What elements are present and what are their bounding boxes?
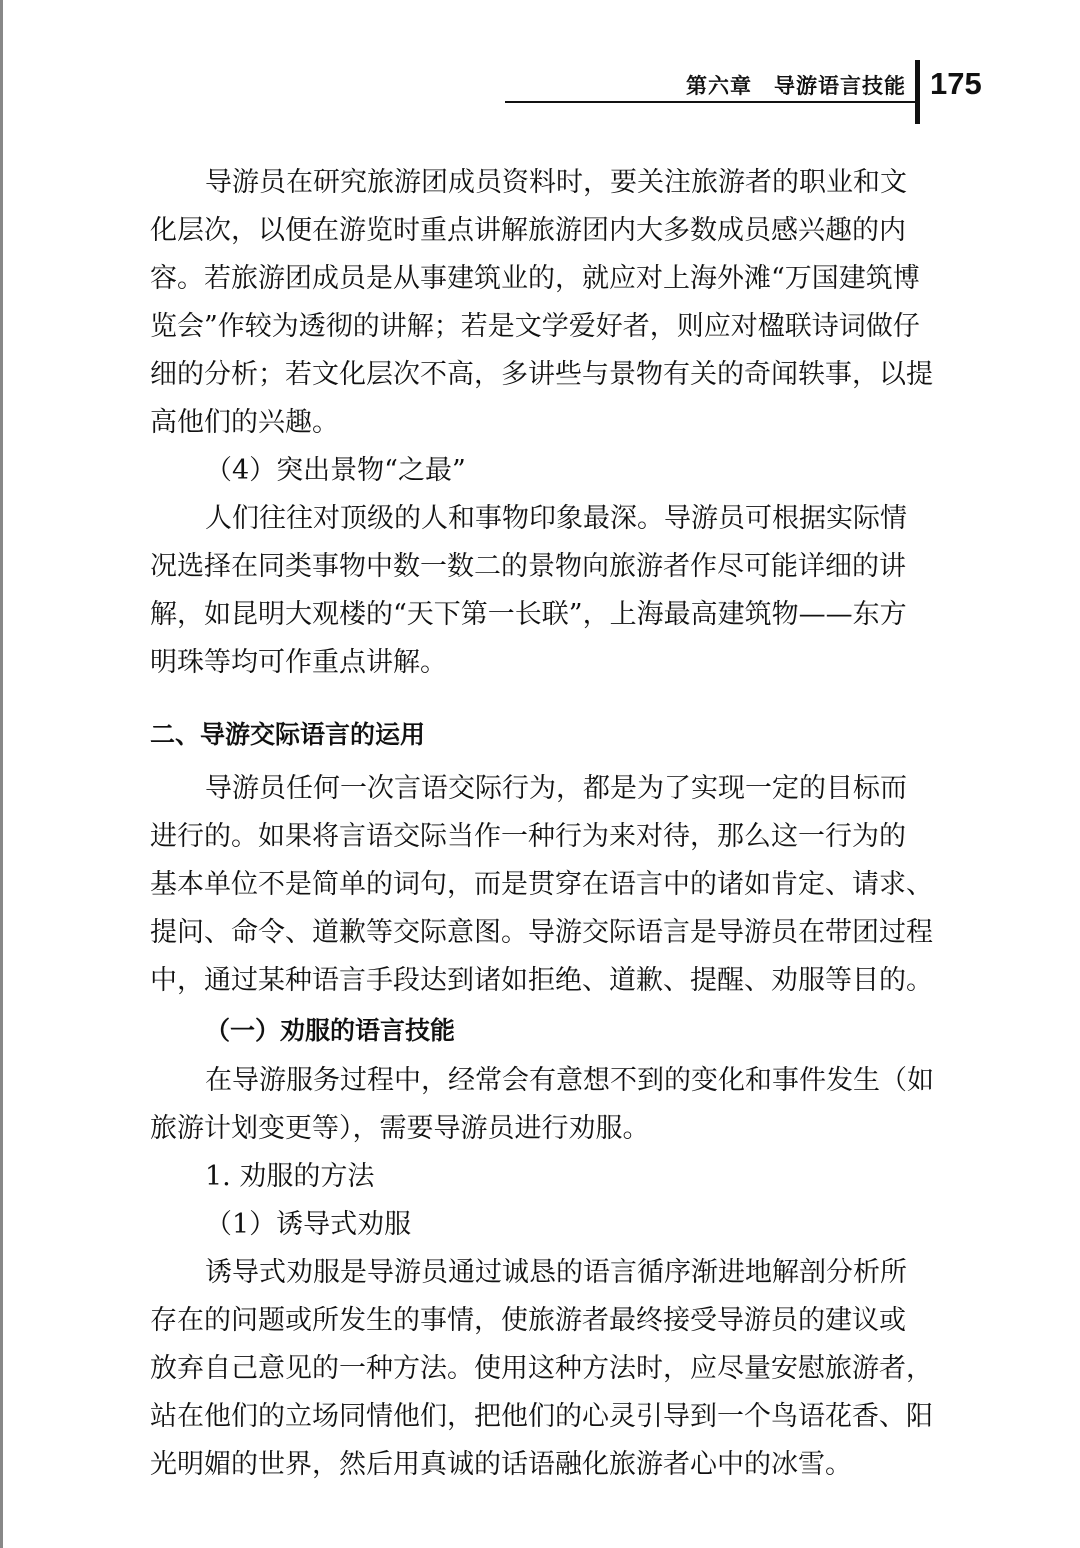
paragraph-line: 光明媚的世界，然后用真诚的话语融化旅游者心中的冰雪。 bbox=[150, 1449, 852, 1480]
paragraph-line: 化层次，以便在游览时重点讲解旅游团内大多数成员感兴趣的内 bbox=[150, 215, 906, 246]
paragraph-line: 人们往往对顶级的人和事物印象最深。导游员可根据实际情 bbox=[205, 503, 907, 534]
paragraph-line: 导游员在研究旅游团成员资料时，要关注旅游者的职业和文 bbox=[205, 167, 907, 198]
paragraph-line: 高他们的兴趣。 bbox=[150, 407, 339, 438]
running-head: 第六章 导游语言技能 bbox=[686, 74, 906, 98]
paragraph-line: 解，如昆明大观楼的“天下第一长联”，上海最高建筑物——东方 bbox=[150, 599, 907, 630]
paragraph-line: 容。若旅游团成员是从事建筑业的，就应对上海外滩“万国建筑博 bbox=[150, 263, 920, 294]
page-edge bbox=[0, 0, 3, 1548]
paragraph-line: 旅游计划变更等），需要导游员进行劝服。 bbox=[150, 1113, 650, 1144]
paragraph-line: 放弃自己意见的一种方法。使用这种方法时，应尽量安慰旅游者， bbox=[150, 1353, 933, 1384]
paragraph-line: 在导游服务过程中，经常会有意想不到的变化和事件发生（如 bbox=[205, 1065, 934, 1096]
paragraph-line: 存在的问题或所发生的事情，使旅游者最终接受导游员的建议或 bbox=[150, 1305, 906, 1336]
paragraph-line: 览会”作较为透彻的讲解；若是文学爱好者，则应对楹联诗词做仔 bbox=[150, 311, 920, 342]
paragraph-line: 进行的。如果将言语交际当作一种行为来对待，那么这一行为的 bbox=[150, 821, 906, 852]
subheading: 1. 劝服的方法 bbox=[205, 1161, 375, 1192]
paragraph-line: 明珠等均可作重点讲解。 bbox=[150, 647, 447, 678]
paragraph-line: 诱导式劝服是导游员通过诚恳的语言循序渐进地解剖分析所 bbox=[205, 1257, 907, 1288]
paragraph-line: 况选择在同类事物中数一数二的景物向旅游者作尽可能详细的讲 bbox=[150, 551, 906, 582]
header-rule bbox=[505, 101, 915, 103]
paragraph-line: 基本单位不是简单的词句，而是贯穿在语言中的诸如肯定、请求、 bbox=[150, 869, 933, 900]
subheading: （1）诱导式劝服 bbox=[205, 1209, 412, 1240]
subheading: （4）突出景物“之最” bbox=[205, 455, 466, 486]
section-heading: 二、导游交际语言的运用 bbox=[150, 720, 426, 749]
paragraph-line: 细的分析；若文化层次不高，多讲些与景物有关的奇闻轶事，以提 bbox=[150, 359, 933, 390]
paragraph-line: 导游员任何一次言语交际行为，都是为了实现一定的目标而 bbox=[205, 773, 907, 804]
page-number: 175 bbox=[930, 66, 982, 101]
paragraph-line: 提问、命令、道歉等交际意图。导游交际语言是导游员在带团过程 bbox=[150, 917, 933, 948]
subheading: （一）劝服的语言技能 bbox=[205, 1016, 456, 1045]
paragraph-line: 站在他们的立场同情他们，把他们的心灵引导到一个鸟语花香、阳 bbox=[150, 1401, 933, 1432]
paragraph-line: 中，通过某种语言手段达到诸如拒绝、道歉、提醒、劝服等目的。 bbox=[150, 965, 933, 996]
header-bar bbox=[915, 60, 920, 124]
